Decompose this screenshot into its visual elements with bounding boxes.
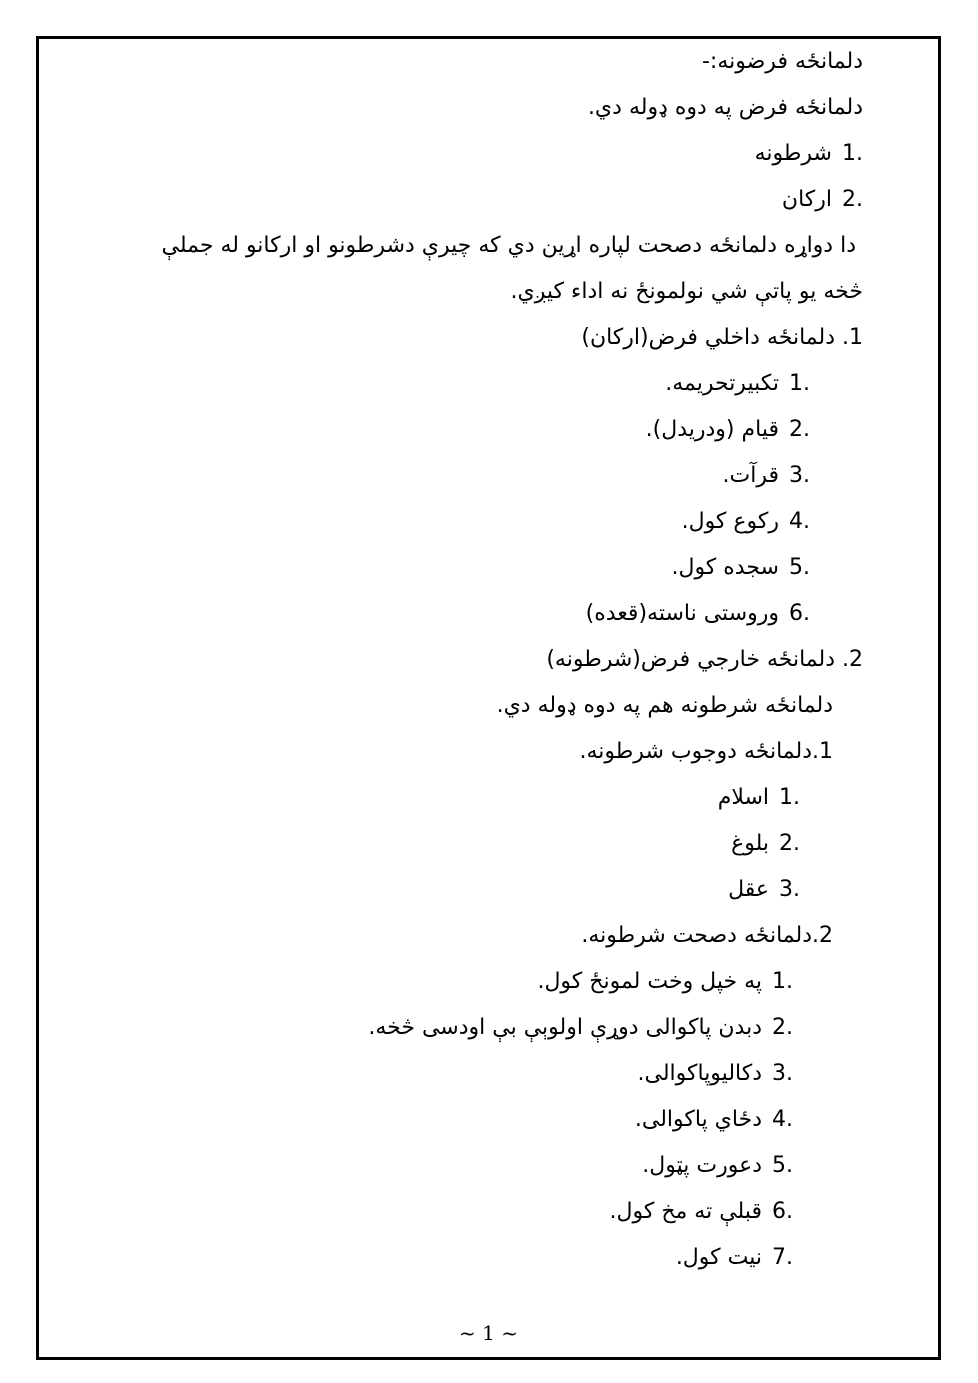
item-text: دعورت پټول. — [642, 1153, 762, 1178]
item-number: 7. — [772, 1245, 793, 1270]
item-text: تکبیرتحریمه. — [665, 371, 779, 396]
item-text: ارکان — [781, 187, 832, 212]
item-number: 1. — [772, 969, 793, 994]
list-item — [782, 185, 863, 215]
page-number: ~ 1 ~ — [459, 1321, 518, 1345]
item-text: دبدن پاکوالی دوړې اولوېې بې اودسی څخه. — [368, 1015, 762, 1040]
item-number: 3. — [789, 463, 810, 488]
item-number: 3. — [779, 877, 800, 902]
item-text: قبلې ته مخ کول. — [609, 1199, 762, 1224]
item-number: 5. — [772, 1153, 793, 1178]
list-item — [537, 967, 793, 997]
list-item — [723, 461, 810, 491]
item-text: وروستی ناسته(قعده) — [585, 601, 779, 626]
list-item — [642, 1151, 793, 1181]
item-number: 1. — [779, 785, 800, 810]
item-number: 4. — [789, 509, 810, 534]
item-text: قرآت. — [722, 463, 779, 488]
paragraph-line: دا دواړه دلمانځه دصحت لپاره اړین دي که چیرې دشرطونو او ارکانو له جملې — [161, 233, 856, 258]
item-number: 4. — [772, 1107, 793, 1132]
item-text: سجده کول. — [671, 555, 779, 580]
item-number: 2. — [772, 1015, 793, 1040]
item-number: 6. — [789, 601, 810, 626]
item-text: نیت کول. — [675, 1245, 762, 1270]
item-text: رکوع کول. — [681, 509, 779, 534]
item-text: دځاي پاکوالی. — [634, 1107, 762, 1132]
subsection-title: 1.دلمانځه دوجوب شرطونه. — [579, 739, 833, 764]
list-item — [665, 369, 810, 399]
item-text: په خپل وخت لمونځ کول. — [537, 969, 762, 994]
paragraph-line: څخه یو پاتې شي نولمونځ نه اداء کیږي. — [510, 279, 863, 304]
list-item — [718, 783, 800, 813]
list-item — [682, 507, 810, 537]
item-number: 3. — [772, 1061, 793, 1086]
item-number: 6. — [772, 1199, 793, 1224]
item-number: 2. — [779, 831, 800, 856]
item-text: بلوغ — [731, 831, 769, 856]
list-item — [638, 1059, 794, 1089]
item-number: 2. — [789, 417, 810, 442]
document-page — [36, 36, 941, 1360]
subsection-title: 2.دلمانځه دصحت شرطونه. — [581, 923, 833, 948]
item-text: شرطونه — [754, 141, 832, 166]
section-title: 2. دلمانځه خارجي فرض(شرطونه) — [546, 647, 863, 672]
section-intro: دلمانځه شرطونه هم په دوه ډوله دي. — [496, 693, 833, 718]
item-text: عقل — [728, 877, 769, 902]
item-number: 1. — [842, 141, 863, 166]
heading: دلمانځه فرضونه:- — [701, 49, 863, 74]
list-item — [676, 1243, 793, 1273]
item-number: 2. — [842, 187, 863, 212]
list-item — [610, 1197, 793, 1227]
item-text: دکالیوپاکوالی. — [637, 1061, 762, 1086]
intro-line: دلمانځه فرض په دوه ډوله دي. — [587, 95, 863, 120]
list-item — [755, 139, 863, 169]
item-number: 1. — [789, 371, 810, 396]
list-item — [731, 829, 800, 859]
list-item — [671, 553, 810, 583]
list-item — [646, 415, 810, 445]
list-item — [728, 875, 800, 905]
list-item — [368, 1013, 793, 1043]
item-text: قیام (ودریدل). — [645, 417, 779, 442]
item-text: اسلام — [717, 785, 769, 810]
section-title: 1. دلمانځه داخلي فرض(ارکان) — [581, 325, 863, 350]
list-item — [586, 599, 810, 629]
list-item — [635, 1105, 793, 1135]
item-number: 5. — [789, 555, 810, 580]
